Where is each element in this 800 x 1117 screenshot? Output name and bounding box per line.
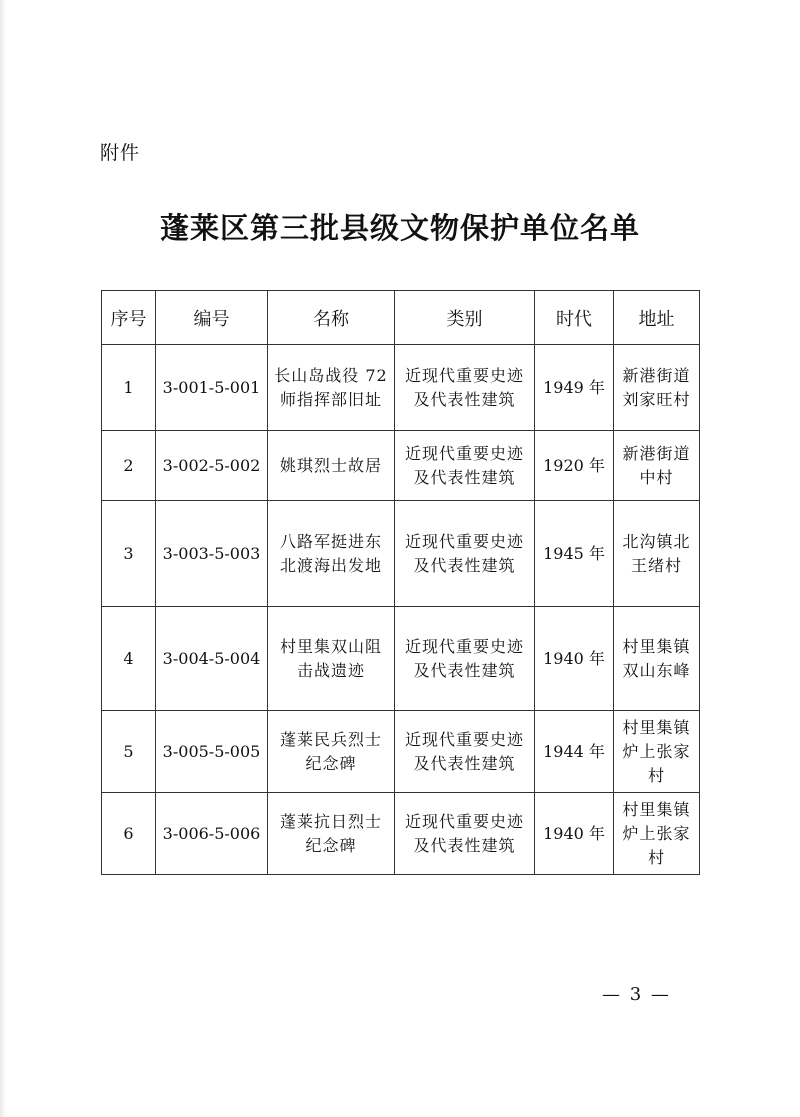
cell-address-line: 炉上张家 — [622, 741, 691, 761]
header-address: 地址 — [614, 291, 700, 345]
cell-code: 3-002-5-002 — [156, 431, 268, 501]
cell-category-line: 及代表性建筑 — [413, 835, 516, 855]
cell-category — [395, 607, 535, 711]
table-row — [102, 501, 700, 607]
cell-name — [268, 793, 395, 875]
cell-era: 1940 年 — [535, 793, 614, 875]
cell-name-line: 击战遗迹 — [296, 660, 365, 680]
cell-name-line: 北渡海出发地 — [279, 555, 382, 575]
cell-name-line: 姚琪烈士故居 — [279, 455, 382, 475]
cell-category — [395, 501, 535, 607]
document-title: 蓬莱区第三批县级文物保护单位名单 — [159, 211, 640, 245]
cell-name-line: 纪念碑 — [305, 835, 357, 855]
cell-category-line: 近现代重要史迹 — [404, 636, 524, 656]
cell-category — [395, 711, 535, 793]
cell-code: 3-004-5-004 — [156, 607, 268, 711]
cell-name — [268, 431, 395, 501]
cell-category-line: 及代表性建筑 — [413, 555, 516, 575]
cell-name-line: 长山岛战役 72 — [274, 365, 388, 385]
cell-era: 1949 年 — [535, 345, 614, 431]
cell-era: 1945 年 — [535, 501, 614, 607]
cell-address-line: 村里集镇 — [622, 717, 691, 737]
cell-era: 1944 年 — [535, 711, 614, 793]
cell-category-line: 及代表性建筑 — [413, 660, 516, 680]
cell-address-line: 新港街道 — [622, 443, 691, 463]
table-row — [102, 793, 700, 875]
header-code: 编号 — [156, 291, 268, 345]
heritage-list-table — [101, 290, 700, 875]
cell-category — [395, 345, 535, 431]
header-category: 类别 — [395, 291, 535, 345]
cell-address-line: 村 — [647, 847, 665, 867]
cell-address — [614, 711, 700, 793]
page-edge-shadow — [0, 0, 6, 1117]
cell-seq: 2 — [102, 431, 156, 501]
cell-name-line: 纪念碑 — [305, 753, 357, 773]
cell-name-line: 村里集双山阻 — [279, 636, 382, 656]
cell-address-line: 中村 — [639, 467, 674, 487]
cell-name-line: 蓬莱抗日烈士 — [279, 811, 382, 831]
cell-category-line: 近现代重要史迹 — [404, 729, 524, 749]
table-row — [102, 607, 700, 711]
cell-address — [614, 607, 700, 711]
header-name: 名称 — [268, 291, 395, 345]
cell-code: 3-001-5-001 — [156, 345, 268, 431]
cell-address — [614, 431, 700, 501]
table-header-row — [102, 291, 700, 345]
table-row — [102, 711, 700, 793]
cell-address-line: 王绪村 — [630, 555, 682, 575]
cell-era: 1940 年 — [535, 607, 614, 711]
cell-name — [268, 345, 395, 431]
cell-category-line: 近现代重要史迹 — [404, 365, 524, 385]
page-number: — 3 — — [602, 984, 671, 1005]
cell-address-line: 新港街道 — [622, 365, 691, 385]
cell-category-line: 近现代重要史迹 — [404, 811, 524, 831]
cell-category-line: 近现代重要史迹 — [404, 531, 524, 551]
cell-code: 3-006-5-006 — [156, 793, 268, 875]
cell-address-line: 刘家旺村 — [622, 389, 691, 409]
cell-category — [395, 793, 535, 875]
cell-category-line: 及代表性建筑 — [413, 389, 516, 409]
table-row — [102, 345, 700, 431]
cell-category-line: 近现代重要史迹 — [404, 443, 524, 463]
cell-code: 3-005-5-005 — [156, 711, 268, 793]
cell-seq: 4 — [102, 607, 156, 711]
table-row — [102, 431, 700, 501]
cell-name-line: 八路军挺进东 — [279, 531, 382, 551]
cell-era: 1920 年 — [535, 431, 614, 501]
header-seq: 序号 — [102, 291, 156, 345]
cell-address-line: 村里集镇 — [622, 799, 691, 819]
cell-name-line: 蓬莱民兵烈士 — [279, 729, 382, 749]
cell-address-line: 村 — [647, 765, 665, 785]
cell-address-line: 村里集镇 — [622, 636, 691, 656]
cell-address — [614, 501, 700, 607]
cell-category-line: 及代表性建筑 — [413, 753, 516, 773]
cell-category — [395, 431, 535, 501]
cell-code: 3-003-5-003 — [156, 501, 268, 607]
cell-address-line: 炉上张家 — [622, 823, 691, 843]
cell-seq: 6 — [102, 793, 156, 875]
cell-name — [268, 607, 395, 711]
cell-address — [614, 345, 700, 431]
cell-seq: 1 — [102, 345, 156, 431]
cell-address-line: 北沟镇北 — [622, 531, 691, 551]
cell-name — [268, 501, 395, 607]
cell-address-line: 双山东峰 — [622, 660, 691, 680]
cell-address — [614, 793, 700, 875]
header-era: 时代 — [535, 291, 614, 345]
cell-name — [268, 711, 395, 793]
attachment-label: 附件 — [100, 142, 141, 164]
cell-seq: 3 — [102, 501, 156, 607]
cell-seq: 5 — [102, 711, 156, 793]
cell-category-line: 及代表性建筑 — [413, 467, 516, 487]
cell-name-line: 师指挥部旧址 — [279, 389, 382, 409]
